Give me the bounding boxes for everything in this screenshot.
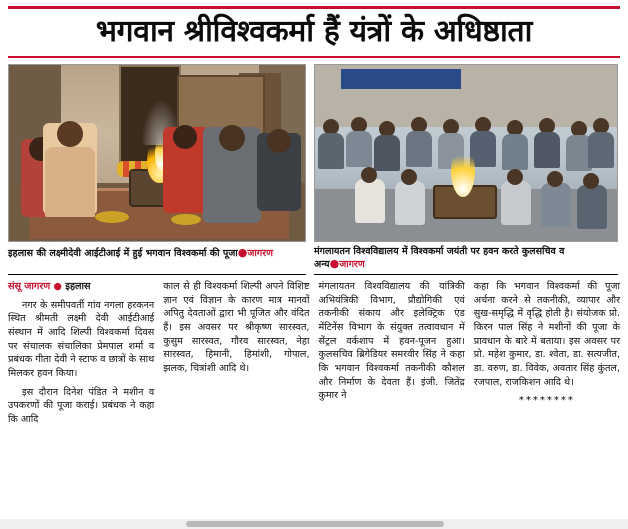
article-column-2 — [163, 280, 309, 431]
paragraph: काल से ही विश्वकर्मा शिल्पी अपने विशिष्ट ज्ञान एवं विज्ञान के कारण मात्र मानवों अपितु देवताओं द्वारा भी पूजित और वंदित हैं। इस अवसर पर श्रीकृष्ण सारस्वत, कुसुम सारस्वत, गौरव सारस्वत, नेहा सारस्वत, हिमानी, हिमांशी, गोपाल, झलक, चित्रांशी आदि थे। — [163, 281, 310, 374]
scrollbar-thumb[interactable] — [186, 521, 444, 527]
article-column-4 — [474, 280, 620, 431]
photo-right — [314, 64, 618, 242]
caption-left-dot: ● — [237, 245, 248, 259]
paragraph: इस दौरान दिनेश पंडित ने मशीन व उपकरणों की पूजा कराई। प्रबंधक ने कहा कि आदि — [8, 386, 155, 425]
horizontal-scrollbar[interactable] — [0, 519, 628, 529]
paragraph: कहा कि भगवान विश्वकर्मा की पूजा अर्चना करने से तकनीकी, व्यापार और सुख-समृद्धि में वृद्धि होती है। संयोजक प्रो. किरन पाल सिंह ने मशीनों की पूजा के प्रावधान के बारे में बताया। इस अवसर पर प्रो. महेश कुमार, डा. श्वेता, डा. सत्यजीत, डा. वरुण, डा. विवेक, अवतार सिंह कुंतल, रजपाल, राजकिशन आदि थे। — [473, 281, 620, 388]
person-man-far-right — [257, 133, 301, 211]
caption-right-text: मंगलायतन विश्वविद्यालय में विश्वकर्मा जयंती पर हवन करते कुलसचिव व अन्य — [314, 245, 565, 271]
seated-head-2 — [401, 169, 417, 185]
seated-head-4 — [547, 171, 563, 187]
photo-left — [8, 64, 306, 242]
article-column-1 — [8, 280, 154, 431]
byline-dot: ● — [53, 281, 62, 293]
person-man-left — [43, 123, 97, 215]
section-divider-stars: ******** — [518, 395, 575, 407]
caption-left-credit: जागरण — [247, 247, 273, 259]
seated-person-4 — [541, 183, 571, 227]
seated-head-1 — [361, 167, 377, 183]
paragraph: मंगलायतन विश्वविद्यालय की यांत्रिकी अभियंत्रिकी विभाग, प्रौद्योगिकी एवं तकनीकी संकाय और इलेक्ट्रिक एंड मेंटिनेंस विभाग के संयुक्त तत्वावधान में सेंट्रल वर्कशाप में हवन-पूजन हुआ। कुलसचिव ब्रिगेडियर समरवीर सिंह ने कहा कि भगवान विश्वकर्मा तकनीकी कौशल और निर्माण के देवता हैं। इंजी. जितेंद्र कुमार ने — [318, 281, 465, 402]
page-headline: भगवान श्रीविश्वकर्मा हैं यंत्रों के अधिष्ठाता — [95, 14, 533, 49]
caption-left-text: इहलास की लक्ष्मीदेवी आईटीआई में हुई भगवान विश्वकर्मा की पूजा — [8, 247, 238, 259]
caption-right-dot: ● — [329, 257, 340, 271]
photo-right-column — [314, 64, 618, 242]
hall-banner — [341, 69, 461, 89]
person-man-center-right — [203, 127, 261, 223]
seated-head-3 — [507, 169, 523, 185]
photo-row — [8, 64, 620, 242]
puja-thali-left — [95, 211, 129, 223]
fire-flame-right — [451, 145, 475, 197]
seated-person-3 — [501, 181, 531, 225]
top-rule — [8, 6, 620, 9]
caption-right — [314, 246, 618, 276]
caption-left — [8, 246, 306, 276]
standing-head-5 — [583, 173, 599, 189]
article-columns — [8, 280, 620, 431]
standing-person-5 — [577, 185, 607, 229]
caption-right-credit: जागरण — [339, 259, 365, 271]
byline-source: संसू जागरण — [8, 281, 51, 293]
paragraph: नगर के समीपवर्ती गांव नगला हरकनन स्थित श्रीमती लक्ष्मी देवी आईटीआई संस्थान में आदि शिल्पी विश्वकर्मा दिवस पर संचालक संचालिका प्रेमपाल शर्मा व प्रबंधक गीता देवी ने स्टाफ व छात्रों के साथ मिलकर हवन किया। — [8, 299, 155, 379]
headline-rule — [8, 56, 620, 58]
caption-row — [8, 246, 620, 276]
byline — [8, 280, 154, 294]
byline-place: इहलास — [65, 281, 91, 293]
puja-thali-right — [171, 214, 201, 225]
seated-person-1 — [355, 179, 385, 223]
article-column-3 — [319, 280, 465, 431]
seated-person-2 — [395, 181, 425, 225]
photo-left-column — [8, 64, 306, 242]
